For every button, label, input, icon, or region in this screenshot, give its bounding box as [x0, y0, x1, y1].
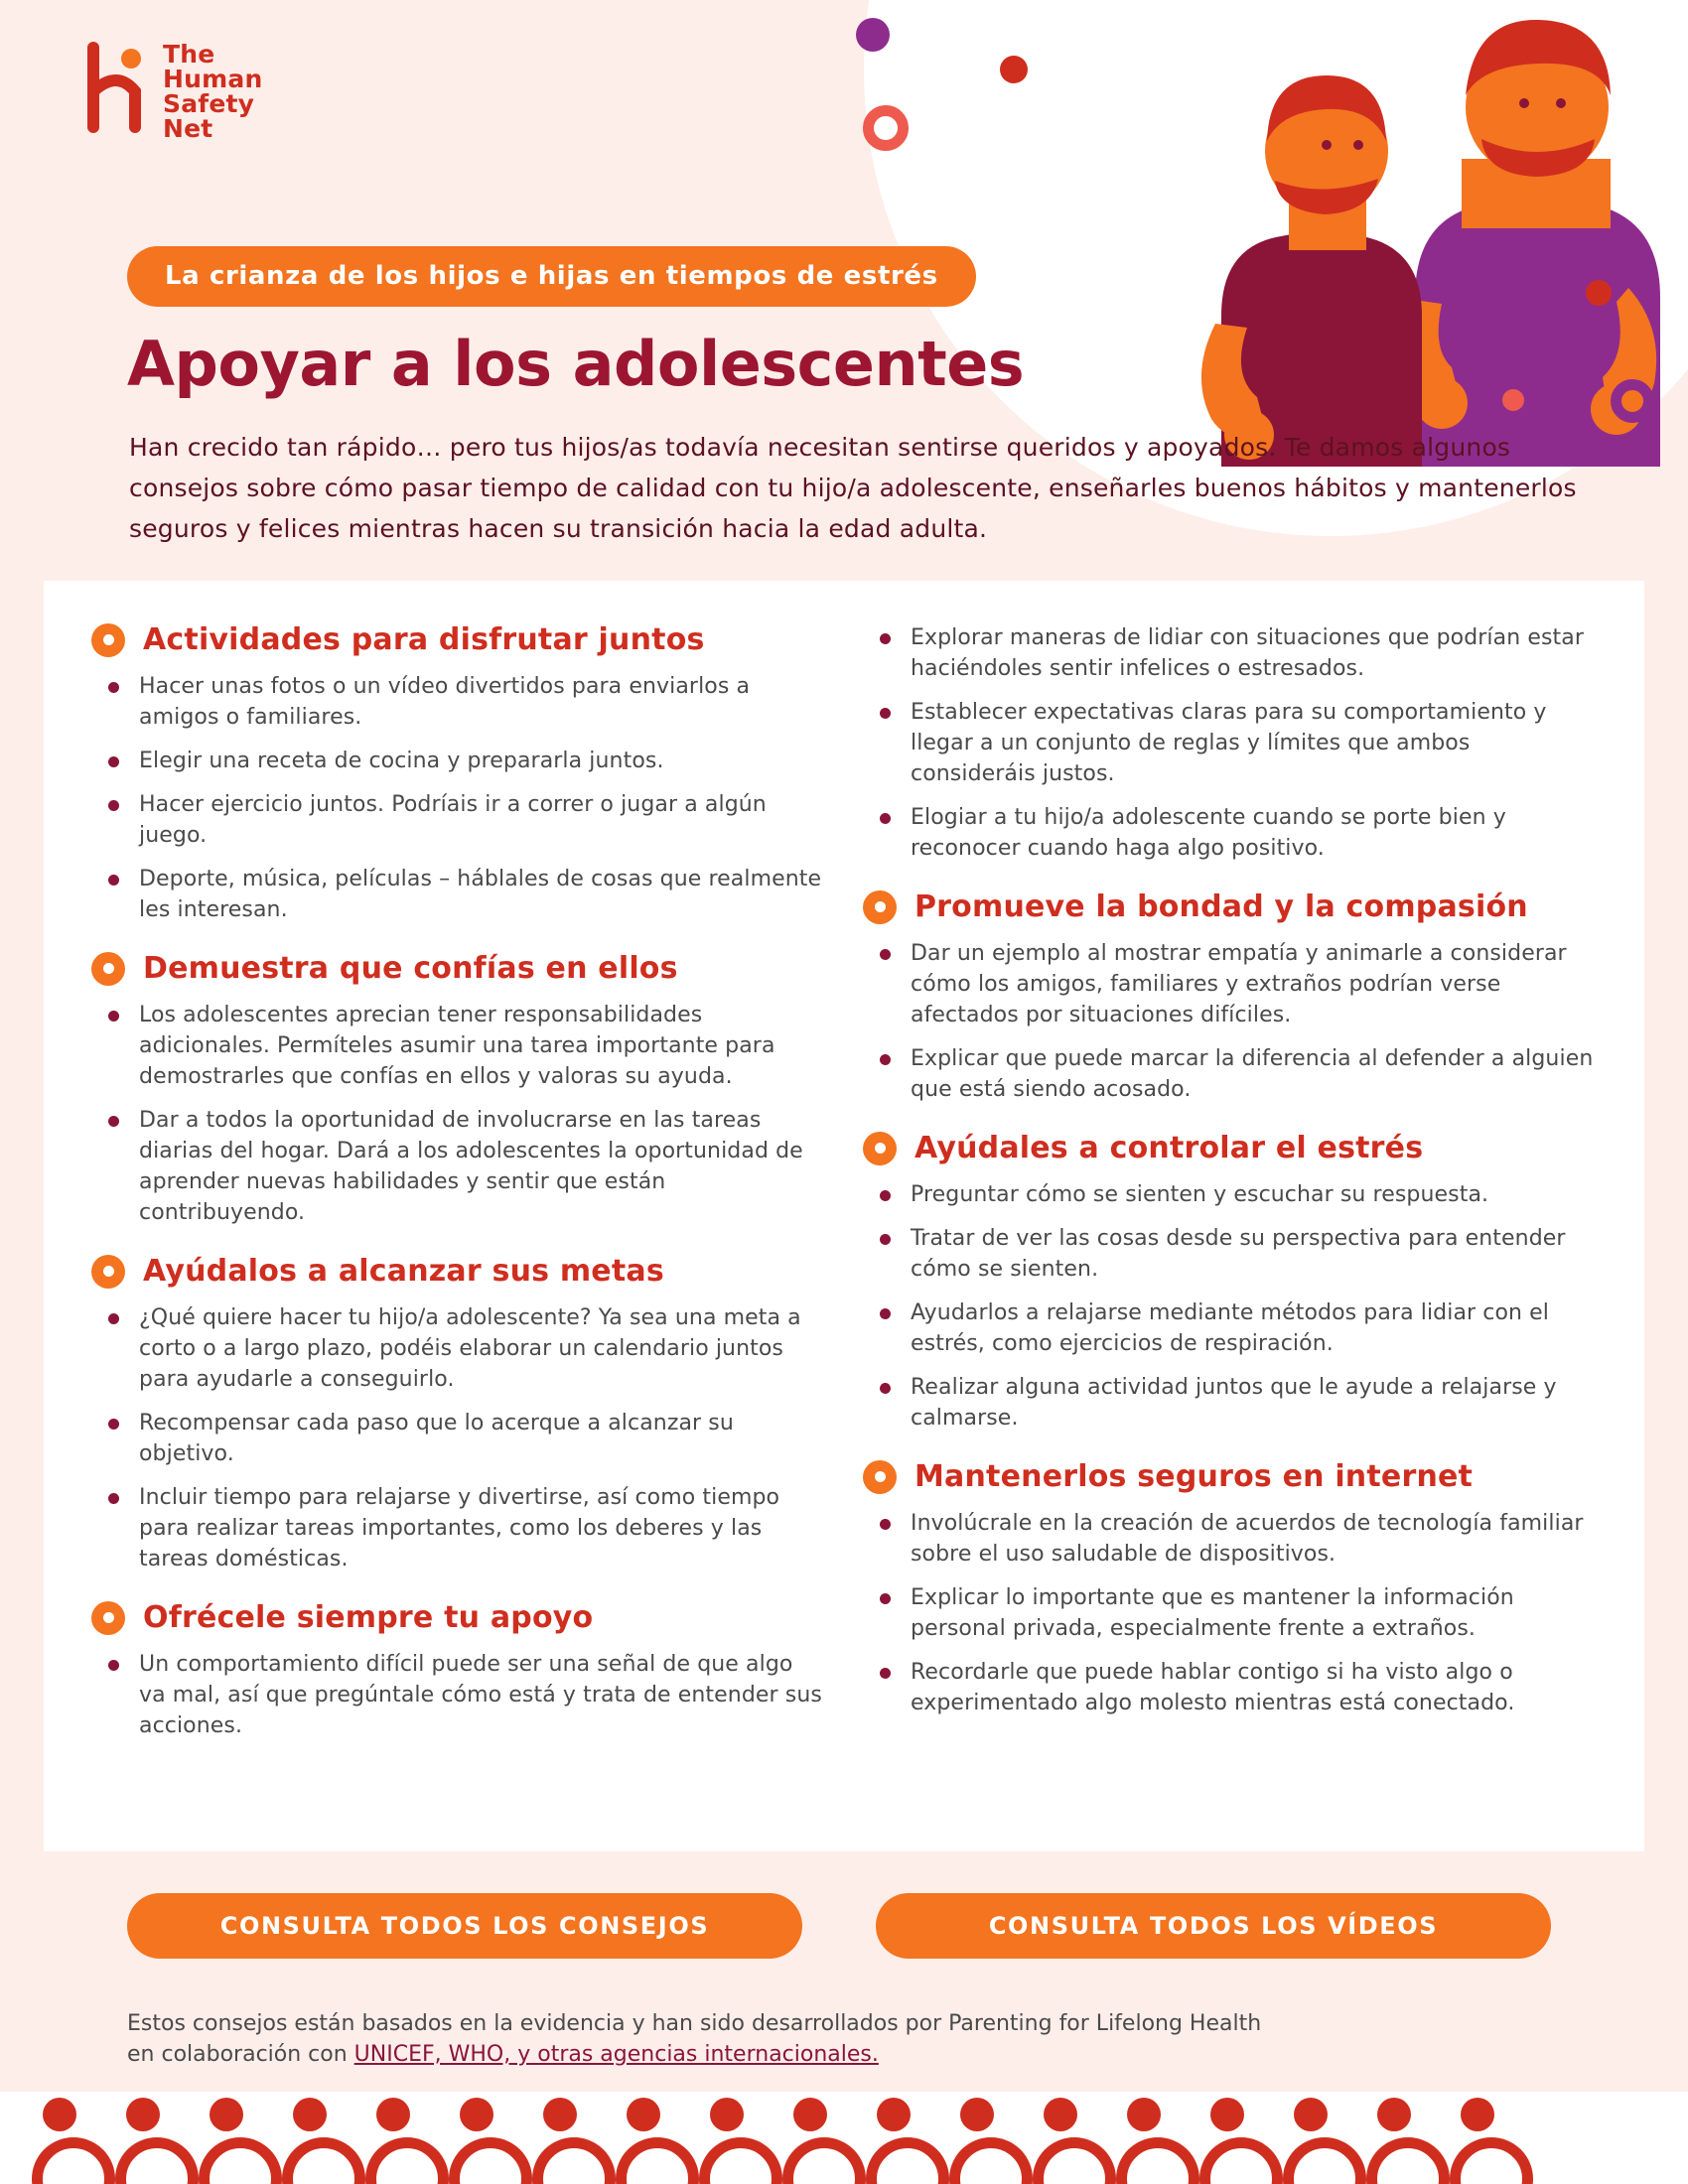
decor-arc: [866, 2137, 949, 2184]
decor-dot: [376, 2098, 410, 2131]
decor-dot-small-red: [1586, 280, 1612, 306]
decor-dot: [710, 2098, 744, 2131]
decor-dot: [460, 2098, 493, 2131]
list-item: Explicar lo importante que es mantener la información personal privada, especialmente frente a extraños.: [863, 1582, 1597, 1644]
list-item: Dar un ejemplo al mostrar empatía y animarle a considerar cómo los amigos, familiares y extraños podrían verse afectados por situaciones difíciles.: [863, 938, 1597, 1030]
decor-dot: [960, 2098, 994, 2131]
decor-dot: [1294, 2098, 1328, 2131]
decor-arc: [782, 2137, 866, 2184]
decor-arc: [1366, 2137, 1450, 2184]
tips-list: [91, 1302, 825, 1574]
disclaimer-line-1: Estos consejos están basados en la evidencia y han sido desarrollados por Parenting for Lifelong Health: [127, 2011, 1262, 2036]
logo-line-2: Human: [163, 65, 263, 93]
logo: [87, 42, 262, 141]
list-item: Recordarle que puede hablar contigo si ha visto algo o experimentado algo molesto mientras está conectado.: [863, 1657, 1597, 1718]
decor-dot-purple: [856, 18, 890, 52]
tips-section: [91, 951, 825, 1228]
right-column: [863, 622, 1597, 1767]
decor-arc: [32, 2137, 115, 2184]
section-bullet-icon: [863, 1460, 897, 1494]
decor-dot: [1210, 2098, 1244, 2131]
content-columns: [44, 581, 1644, 1767]
decor-arc: [949, 2137, 1033, 2184]
list-item: Elogiar a tu hijo/a adolescente cuando se porte bien y reconocer cuando haga algo positivo.: [863, 802, 1597, 864]
hsn-logo-icon: [87, 42, 149, 133]
list-item: Recompensar cada paso que lo acerque a alcanzar su objetivo.: [91, 1408, 825, 1469]
logo-line-4: Net: [163, 114, 213, 143]
list-item: Elegir una receta de cocina y prepararla juntos.: [91, 746, 825, 776]
page-title: Apoyar a los adolescentes: [127, 328, 1025, 400]
section-header: [863, 889, 1597, 924]
section-title: Mantenerlos seguros en internet: [914, 1459, 1474, 1494]
tips-list: [863, 1179, 1597, 1433]
decor-arc: [1116, 2137, 1199, 2184]
tips-section: [863, 889, 1597, 1105]
tips-list: [91, 671, 825, 925]
list-item: Ayudarlos a relajarse mediante métodos para lidiar con el estrés, como ejercicios de respiración.: [863, 1297, 1597, 1359]
tips-section: [91, 622, 825, 925]
section-title: Ofrécele siempre tu apoyo: [143, 1600, 594, 1635]
all-tips-button[interactable]: CONSULTA TODOS LOS CONSEJOS: [127, 1893, 802, 1959]
list-item: Explicar que puede marcar la diferencia al defender a alguien que está siendo acosado.: [863, 1043, 1597, 1105]
decor-arc: [365, 2137, 449, 2184]
decor-dot: [627, 2098, 660, 2131]
decor-arc: [199, 2137, 282, 2184]
decor-arc: [1450, 2137, 1533, 2184]
poster-header: [0, 0, 1688, 581]
logo-text: [163, 42, 262, 141]
list-item: Hacer ejercicio juntos. Podríais ir a correr o jugar a algún juego.: [91, 789, 825, 851]
list-item: ¿Qué quiere hacer tu hijo/a adolescente? Ya sea una meta a corto o a largo plazo, podéis elaborar un calendario juntos para ayudarle a conseguirlo.: [91, 1302, 825, 1395]
tips-list: [863, 1508, 1597, 1718]
list-item: Deporte, música, películas – háblales de cosas que realmente les interesan.: [91, 864, 825, 925]
tips-section: [863, 1459, 1597, 1718]
decor-ring-purple: [1611, 379, 1654, 423]
decor-dot: [1461, 2098, 1494, 2131]
poster-footer: [0, 1851, 1688, 2092]
disclaimer: [127, 2008, 1517, 2070]
section-header: [91, 1600, 825, 1635]
header-kicker-badge: La crianza de los hijos e hijas en tiempos de estrés: [127, 246, 976, 307]
tips-section: [863, 622, 1597, 864]
decor-arc: [115, 2137, 199, 2184]
section-header: [91, 951, 825, 986]
list-item: Realizar alguna actividad juntos que le ayude a relajarse y calmarse.: [863, 1372, 1597, 1433]
decor-ring-orange: [863, 105, 909, 151]
section-bullet-icon: [863, 1132, 897, 1165]
logo-line-1: The: [163, 40, 215, 68]
decor-dot: [293, 2098, 327, 2131]
list-item: Los adolescentes aprecian tener responsabilidades adicionales. Permíteles asumir una tarea importante para demostrarles que confías en ellos y valoras su ayuda.: [91, 1000, 825, 1092]
list-item: Un comportamiento difícil puede ser una señal de que algo va mal, así que pregúntale cómo está y trata de entender sus acciones.: [91, 1649, 825, 1741]
decor-dot-orange: [1502, 389, 1524, 411]
section-bullet-icon: [91, 1601, 125, 1635]
decor-dot: [543, 2098, 577, 2131]
list-item: Involúcrale en la creación de acuerdos de tecnología familiar sobre el uso saludable de dispositivos.: [863, 1508, 1597, 1570]
section-bullet-icon: [91, 623, 125, 657]
section-bullet-icon: [91, 1255, 125, 1289]
section-header: [91, 622, 825, 657]
decor-dot: [43, 2098, 76, 2131]
all-videos-button[interactable]: CONSULTA TODOS LOS VÍDEOS: [876, 1893, 1551, 1959]
decor-arc: [282, 2137, 365, 2184]
section-title: Ayúdales a controlar el estrés: [914, 1131, 1424, 1165]
section-title: Ayúdalos a alcanzar sus metas: [143, 1254, 664, 1289]
section-header: [863, 1459, 1597, 1494]
left-column: [91, 622, 825, 1767]
list-item: Dar a todos la oportunidad de involucrarse en las tareas diarias del hogar. Dará a los adolescentes la oportunidad de aprender nuevas habilidades y sentir que están contribuyendo.: [91, 1105, 825, 1228]
logo-line-3: Safety: [163, 89, 255, 118]
decor-arc: [1033, 2137, 1116, 2184]
list-item: Hacer unas fotos o un vídeo divertidos para enviarlos a amigos o familiares.: [91, 671, 825, 733]
tips-section: [91, 1600, 825, 1741]
decor-arc: [1199, 2137, 1283, 2184]
tips-list: [91, 1649, 825, 1741]
tips-list: [863, 938, 1597, 1105]
decor-arc: [532, 2137, 616, 2184]
decor-dot: [126, 2098, 160, 2131]
decor-dot: [210, 2098, 243, 2131]
list-item: Explorar maneras de lidiar con situaciones que podrían estar haciéndoles sentir infelices o estresados.: [863, 622, 1597, 684]
list-item: Tratar de ver las cosas desde su perspectiva para entender cómo se sienten.: [863, 1223, 1597, 1285]
decor-dot: [877, 2098, 911, 2131]
decor-dot: [1044, 2098, 1077, 2131]
decor-dot: [793, 2098, 827, 2131]
decor-arc-row: [0, 2137, 1688, 2184]
section-bullet-icon: [91, 952, 125, 986]
illustration-two-teens: [1072, 0, 1688, 467]
list-item: Preguntar cómo se sienten y escuchar su respuesta.: [863, 1179, 1597, 1210]
decor-dot: [1127, 2098, 1161, 2131]
decor-arc: [699, 2137, 782, 2184]
decor-arc: [1283, 2137, 1366, 2184]
bottom-decoration: [0, 2092, 1688, 2184]
decor-arc: [449, 2137, 532, 2184]
section-header: [91, 1254, 825, 1289]
section-bullet-icon: [863, 890, 897, 924]
tips-section: [863, 1131, 1597, 1433]
disclaimer-prefix: en colaboración con: [127, 2042, 354, 2067]
list-item: Incluir tiempo para relajarse y divertirse, así como tiempo para realizar tareas importantes, como los deberes y las tareas domésticas.: [91, 1482, 825, 1574]
section-header: [863, 1131, 1597, 1165]
list-item: Establecer expectativas claras para su comportamiento y llegar a un conjunto de reglas y límites que ambos consideráis justos.: [863, 697, 1597, 789]
header-intro-text: Han crecido tan rápido… pero tus hijos/as todavía necesitan sentirse queridos y apoyados. Te damos algunos consejos sobre cómo pasar tiempo de calidad con tu hijo/a adolescente, enseñarles buenos hábitos y mantenerlos seguros y felices mientras hacen su transición hacia la edad adulta.: [129, 433, 1577, 543]
tips-list: [91, 1000, 825, 1228]
cta-button-row: [127, 1893, 1551, 1959]
section-title: Demuestra que confías en ellos: [143, 951, 678, 986]
decor-dot: [1377, 2098, 1411, 2131]
content-body: [0, 581, 1688, 1851]
partners-link[interactable]: UNICEF, WHO, y otras agencias internacionales.: [353, 2042, 879, 2067]
decor-dot-row: [0, 2092, 1688, 2137]
tips-list: [863, 622, 1597, 864]
section-title: Promueve la bondad y la compasión: [914, 889, 1528, 924]
section-title: Actividades para disfrutar juntos: [143, 622, 705, 657]
decor-arc: [616, 2137, 699, 2184]
tips-section: [91, 1254, 825, 1574]
decor-dot-red: [1000, 56, 1028, 83]
